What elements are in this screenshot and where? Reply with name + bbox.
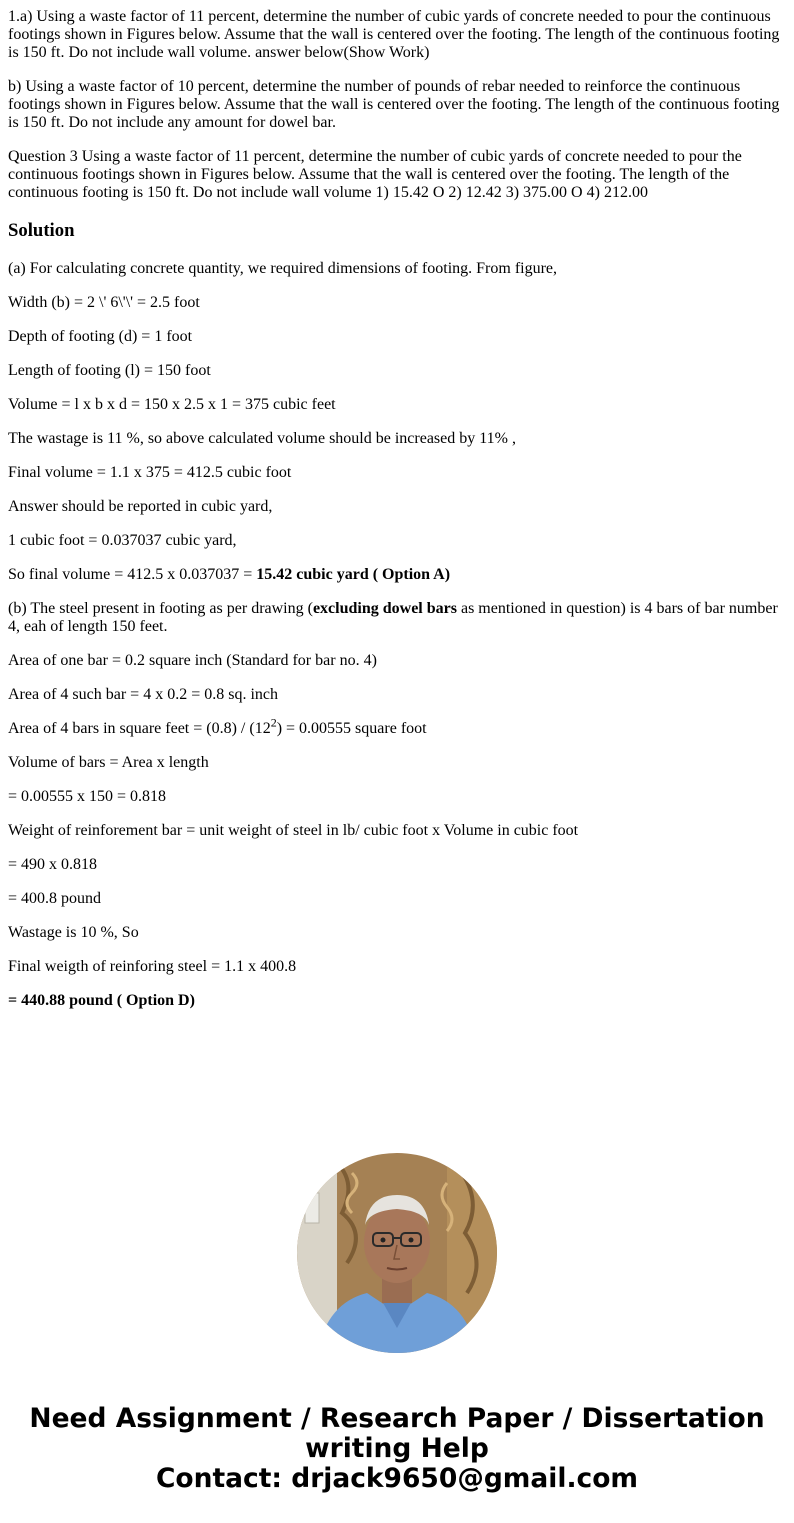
solution-b-area-one: Area of one bar = 0.2 square inch (Standard for bar no. 4): [8, 652, 377, 669]
author-photo-icon: [297, 1153, 497, 1353]
promo-line-1: Need Assignment / Research Paper / Dissertation: [29, 1403, 765, 1434]
solution-b-intro-prefix: (b) The steel present in footing as per drawing (: [8, 600, 313, 617]
solution-b-intro: [8, 600, 786, 636]
solution-b-weight-calc: = 490 x 0.818: [8, 856, 98, 873]
question-part-b: b) Using a waste factor of 10 percent, determine the number of pounds of rebar needed to reinforce the continuous footings shown in Figures below. Assume that the wall is centered over the footing. The length of the continuous footing is 150 ft. Do not include any amount for dowel bar.: [8, 78, 780, 131]
solution-a-length: Length of footing (l) = 150 foot: [8, 362, 211, 379]
solution-b-final-calc: Final weigth of reinforing steel = 1.1 x 400.8: [8, 958, 297, 975]
author-photo-svg: [297, 1153, 497, 1353]
solution-a-report: Answer should be reported in cubic yard,: [8, 498, 273, 515]
solution-a-volume: Volume = l x b x d = 150 x 2.5 x 1 = 375 cubic feet: [8, 396, 336, 413]
solution-a-intro: (a) For calculating concrete quantity, we required dimensions of footing. From figure,: [8, 260, 558, 277]
solution-a-depth: Depth of footing (d) = 1 foot: [8, 328, 193, 345]
question-3: Question 3 Using a waste factor of 11 percent, determine the number of cubic yards of concrete needed to pour the continuous footings shown in Figures below. Assume that the wall is centered over the footing. The length of the continuous footing is 150 ft. Do not include wall volume 1) 15.42 O 2) 12.42 3) 375.00 O 4) 212.00: [8, 148, 742, 201]
solution-a-conversion: 1 cubic foot = 0.037037 cubic yard,: [8, 532, 237, 549]
promo-banner: [0, 1404, 794, 1494]
solution-b-volume-value: = 0.00555 x 150 = 0.818: [8, 788, 167, 805]
solution-b-final-answer-text: = 440.88 pound ( Option D): [8, 992, 195, 1009]
promo-contact: Contact: drjack9650@gmail.com: [155, 1463, 639, 1494]
solution-b-intro-bold: excluding dowel bars: [312, 600, 457, 617]
solution-b-area-sqft-prefix: Area of 4 bars in square feet = (0.8) / (12: [8, 720, 271, 737]
document-body: [8, 0, 786, 1026]
solution-b-wastage: Wastage is 10 %, So: [8, 924, 139, 941]
solution-a-final-prefix: So final volume = 412.5 x 0.037037 =: [8, 566, 257, 583]
solution-b-intro-suffix: as mentioned in question) is 4 bars of bar number 4, eah of length 150 feet.: [8, 600, 778, 635]
solution-b-weight-value: = 400.8 pound: [8, 890, 102, 907]
solution-a-final-answer: 15.42 cubic yard ( Option A): [256, 566, 451, 583]
solution-b-weight-formula: Weight of reinforement bar = unit weight of steel in lb/ cubic foot x Volume in cubic foot: [8, 822, 579, 839]
solution-a-width: Width (b) = 2 \' 6\'\' = 2.5 foot: [8, 294, 200, 311]
solution-b-final-answer: [8, 992, 786, 1010]
solution-b-area-sqft-sup: 2: [270, 715, 277, 730]
solution-a-final-volume: Final volume = 1.1 x 375 = 412.5 cubic foot: [8, 464, 292, 481]
solution-a-final: [8, 566, 786, 584]
solution-b-volume-formula: Volume of bars = Area x length: [8, 754, 209, 771]
solution-a-wastage: The wastage is 11 %, so above calculated volume should be increased by 11% ,: [8, 430, 516, 447]
solution-b-area-sqft: [8, 715, 786, 738]
solution-b-area-four: Area of 4 such bar = 4 x 0.2 = 0.8 sq. inch: [8, 686, 278, 703]
solution-b-area-sqft-suffix: ) = 0.00555 square foot: [276, 720, 427, 737]
solution-heading: Solution: [8, 220, 75, 241]
promo-line-2: writing Help: [305, 1433, 489, 1464]
question-part-a: 1.a) Using a waste factor of 11 percent, determine the number of cubic yards of concrete needed to pour the continuous footings shown in Figures below. Assume that the wall is centered over the footing. The length of the continuous footing is 150 ft. Do not include wall volume. answer below(Show Work): [8, 8, 780, 61]
